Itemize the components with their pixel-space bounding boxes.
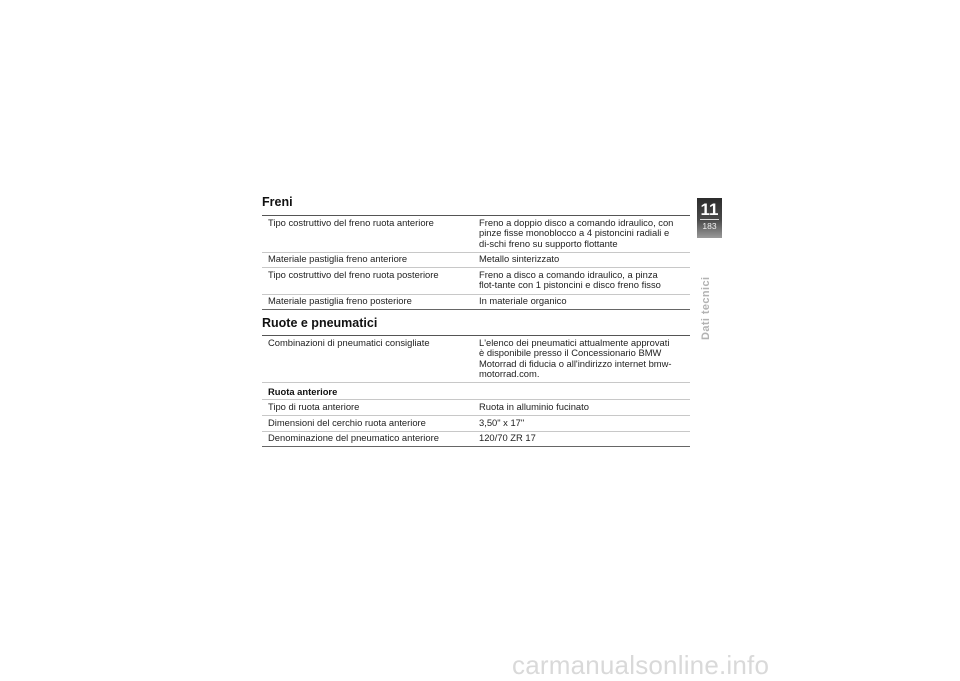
table-row (262, 268, 690, 294)
spec-value: 120/70 ZR 17 (473, 431, 690, 447)
spec-table-freni (262, 215, 690, 310)
spec-table-ruote (262, 335, 690, 447)
spec-label: Denominazione del pneumatico anteriore (262, 431, 473, 447)
spec-label: Tipo di ruota anteriore (262, 400, 473, 416)
spec-label: Combinazioni di pneumatici consigliate (262, 336, 473, 383)
table-row (262, 400, 690, 416)
table-row (262, 336, 690, 383)
watermark: carmanualsonline.info (512, 650, 770, 680)
table-row (262, 416, 690, 432)
table-row (262, 294, 690, 310)
chapter-title-vertical: Dati tecnici (700, 276, 712, 340)
spec-label: Materiale pastiglia freno posteriore (262, 294, 473, 310)
section-title-ruote: Ruote e pneumatici (262, 316, 378, 330)
spec-value: L'elenco dei pneumatici attualmente approvati è disponibile presso il Concessionario BMW Motorrad di fiducia o all'indirizzo internet bmw-motorrad.com. (473, 336, 690, 383)
table-row (262, 431, 690, 447)
spec-value: Freno a disco a comando idraulico, a pinza flot-tante con 1 pistoncini e disco freno fisso (473, 268, 690, 294)
table-row (262, 252, 690, 268)
spec-label: Tipo costruttivo del freno ruota posteriore (262, 268, 473, 294)
subheading-ruota-anteriore: Ruota anteriore (262, 383, 690, 400)
page-number: 183 (702, 221, 717, 231)
section-title-freni: Freni (262, 195, 293, 209)
spec-value: Ruota in alluminio fucinato (473, 400, 690, 416)
spec-label: Tipo costruttivo del freno ruota anteriore (262, 216, 473, 253)
spec-label: Dimensioni del cerchio ruota anteriore (262, 416, 473, 432)
spec-value: Freno a doppio disco a comando idraulico, con pinze fisse monoblocco a 4 pistoncini radiali e di-schi freno su supporto flottante (473, 216, 690, 253)
spec-value: 3,50" x 17" (473, 416, 690, 432)
chapter-number: 11 (700, 200, 719, 219)
spec-value: In materiale organico (473, 294, 690, 310)
table-row (262, 216, 690, 253)
spec-label: Materiale pastiglia freno anteriore (262, 252, 473, 268)
table-subheading-row (262, 383, 690, 400)
spec-value: Metallo sinterizzato (473, 252, 690, 268)
chapter-tab (697, 198, 722, 238)
